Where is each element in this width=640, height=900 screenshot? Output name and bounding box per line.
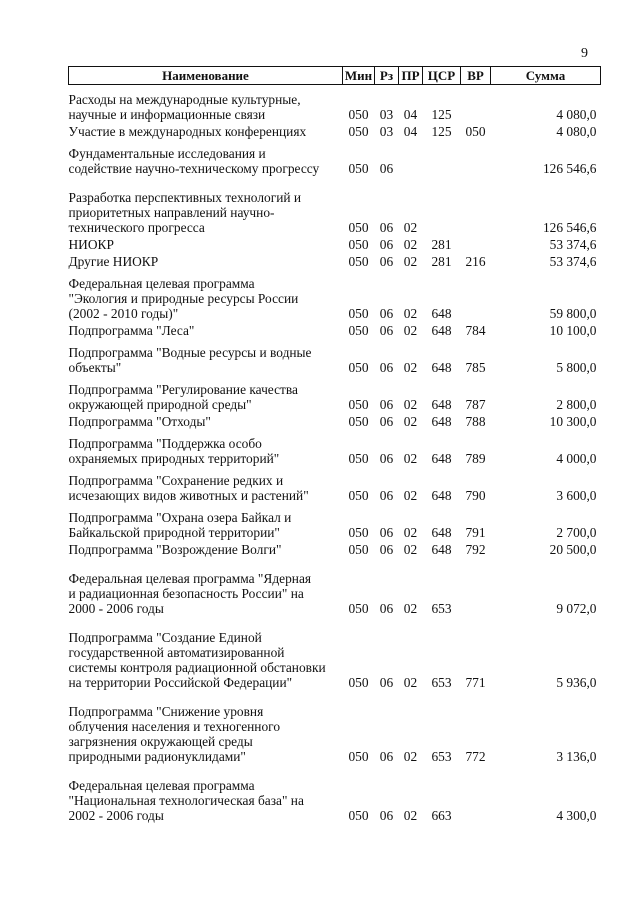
row-vr — [461, 235, 491, 252]
row-csr: 648 — [431, 360, 452, 375]
row-sum: 53 374,6 — [549, 237, 597, 252]
row-pr: 02 — [403, 323, 418, 338]
table-row — [69, 139, 601, 176]
row-rz: 06 — [379, 397, 394, 412]
row-min: 050 — [348, 323, 369, 338]
row-min: 050 — [348, 161, 369, 176]
row-sum: 126 546,6 — [542, 161, 597, 176]
row-pr: 02 — [403, 220, 418, 235]
row-rz: 06 — [379, 675, 394, 690]
table-row — [69, 503, 601, 540]
budget-table — [68, 66, 601, 823]
row-min: 050 — [348, 451, 369, 466]
row-rz: 06 — [379, 749, 394, 764]
row-rz: 06 — [379, 525, 394, 540]
row-rz: 06 — [379, 451, 394, 466]
table-row — [69, 235, 601, 252]
row-name: Федеральная целевая программа "Экология и природные ресурсы России (2002 - 2010 годы)" — [68, 276, 299, 321]
row-sum: 5 936,0 — [556, 675, 597, 690]
row-sum: 126 546,6 — [542, 220, 597, 235]
row-pr: 02 — [403, 397, 418, 412]
row-pr: 04 — [403, 124, 418, 139]
row-min: 050 — [348, 542, 369, 557]
table-row — [69, 690, 601, 764]
row-rz: 06 — [379, 254, 394, 269]
table-row — [69, 466, 601, 503]
row-vr — [461, 269, 491, 321]
row-min: 050 — [348, 749, 369, 764]
row-min: 050 — [348, 306, 369, 321]
row-csr: 648 — [431, 306, 452, 321]
row-name: Федеральная целевая программа "Национальная технологическая база" на 2002 - 2006 годы — [68, 778, 304, 823]
row-vr: 050 — [465, 124, 486, 139]
row-name: Подпрограмма "Регулирование качества окружающей природной среды" — [68, 382, 298, 412]
row-vr: 792 — [465, 542, 486, 557]
table-row — [69, 122, 601, 139]
row-sum: 5 800,0 — [556, 360, 597, 375]
row-sum: 4 080,0 — [556, 124, 597, 139]
table-row — [69, 429, 601, 466]
header-sum: Сумма — [491, 67, 601, 85]
row-sum: 10 100,0 — [549, 323, 597, 338]
row-name: Расходы на международные культурные, научные и информационные связи — [68, 92, 301, 122]
row-pr: 02 — [403, 525, 418, 540]
table-row — [69, 85, 601, 123]
row-rz: 06 — [379, 542, 394, 557]
row-vr: 787 — [465, 397, 486, 412]
row-vr: 788 — [465, 414, 486, 429]
header-name: Наименование — [69, 67, 343, 85]
row-csr — [423, 176, 461, 235]
row-vr: 216 — [465, 254, 486, 269]
table-row — [69, 252, 601, 269]
row-pr: 02 — [403, 675, 418, 690]
row-pr: 02 — [403, 601, 418, 616]
row-csr: 125 — [431, 107, 452, 122]
table-row — [69, 338, 601, 375]
row-name: Подпрограмма "Водные ресурсы и водные объекты" — [68, 345, 312, 375]
table-row — [69, 764, 601, 823]
row-csr: 648 — [431, 397, 452, 412]
table-header — [69, 67, 601, 85]
row-pr: 02 — [403, 542, 418, 557]
row-rz: 06 — [379, 488, 394, 503]
row-pr: 02 — [403, 488, 418, 503]
row-name: Федеральная целевая программа "Ядерная и радиационная безопасность России" на 2000 - 2006 годы — [68, 571, 312, 616]
row-pr: 02 — [403, 808, 418, 823]
row-rz: 06 — [379, 601, 394, 616]
row-rz: 03 — [379, 124, 394, 139]
row-min: 050 — [348, 397, 369, 412]
row-vr — [461, 139, 491, 176]
row-name: Другие НИОКР — [68, 254, 159, 269]
row-csr: 663 — [431, 808, 452, 823]
row-pr: 02 — [403, 414, 418, 429]
table-row — [69, 616, 601, 690]
row-sum: 4 300,0 — [556, 808, 597, 823]
row-name: Подпрограмма "Отходы" — [68, 414, 211, 429]
row-csr — [423, 139, 461, 176]
table-row — [69, 540, 601, 557]
row-rz: 06 — [379, 323, 394, 338]
row-min: 050 — [348, 525, 369, 540]
row-pr: 04 — [403, 107, 418, 122]
row-sum: 9 072,0 — [556, 601, 597, 616]
row-csr: 653 — [431, 675, 452, 690]
table-row — [69, 321, 601, 338]
row-min: 050 — [348, 601, 369, 616]
row-vr: 789 — [465, 451, 486, 466]
row-csr: 648 — [431, 414, 452, 429]
row-pr: 02 — [403, 306, 418, 321]
row-name: Участие в международных конференциях — [68, 124, 307, 139]
header-pr: ПР — [399, 67, 423, 85]
row-sum: 20 500,0 — [549, 542, 597, 557]
row-name: Подпрограмма "Создание Единой государственной автоматизированной системы контроля радиационной обстановки на территории Российской Федерации" — [68, 630, 326, 690]
row-csr: 653 — [431, 749, 452, 764]
table-body — [69, 85, 601, 824]
row-pr: 02 — [403, 360, 418, 375]
row-name: Подпрограмма "Поддержка особо охраняемых природных территорий" — [68, 436, 280, 466]
row-rz: 06 — [379, 360, 394, 375]
table-row — [69, 375, 601, 412]
row-min: 050 — [348, 808, 369, 823]
row-vr — [461, 764, 491, 823]
row-min: 050 — [348, 360, 369, 375]
row-csr: 648 — [431, 323, 452, 338]
row-vr: 790 — [465, 488, 486, 503]
row-name: Фундаментальные исследования и содействие научно-техническому прогрессу — [68, 146, 320, 176]
table-row — [69, 269, 601, 321]
row-rz: 06 — [379, 306, 394, 321]
row-name: Подпрограмма "Возрождение Волги" — [68, 542, 282, 557]
row-csr: 653 — [431, 601, 452, 616]
header-csr: ЦСР — [423, 67, 461, 85]
row-vr — [461, 85, 491, 123]
page-number: 9 — [581, 46, 588, 61]
row-sum: 4 000,0 — [556, 451, 597, 466]
row-csr: 648 — [431, 488, 452, 503]
row-vr — [461, 557, 491, 616]
row-min: 050 — [348, 220, 369, 235]
row-sum: 2 700,0 — [556, 525, 597, 540]
row-rz: 03 — [379, 107, 394, 122]
row-min: 050 — [348, 107, 369, 122]
header-min: Мин — [343, 67, 375, 85]
row-csr: 648 — [431, 542, 452, 557]
row-sum: 4 080,0 — [556, 107, 597, 122]
row-rz: 06 — [379, 414, 394, 429]
row-pr: 02 — [403, 749, 418, 764]
table-row — [69, 412, 601, 429]
row-sum: 10 300,0 — [549, 414, 597, 429]
row-rz: 06 — [379, 161, 394, 176]
row-sum: 59 800,0 — [549, 306, 597, 321]
row-name: Разработка перспективных технологий и приоритетных направлений научно- технического прогресса — [68, 190, 302, 235]
row-csr: 648 — [431, 451, 452, 466]
row-sum: 3 136,0 — [556, 749, 597, 764]
table-row — [69, 176, 601, 235]
row-csr: 281 — [431, 237, 452, 252]
row-sum: 3 600,0 — [556, 488, 597, 503]
row-min: 050 — [348, 675, 369, 690]
row-min: 050 — [348, 124, 369, 139]
row-vr: 785 — [465, 360, 486, 375]
row-rz: 06 — [379, 808, 394, 823]
row-pr: 02 — [403, 254, 418, 269]
header-rz: Рз — [375, 67, 399, 85]
row-name: НИОКР — [68, 237, 114, 252]
row-min: 050 — [348, 488, 369, 503]
row-min: 050 — [348, 237, 369, 252]
row-vr: 784 — [465, 323, 486, 338]
row-pr: 02 — [403, 451, 418, 466]
row-pr: 02 — [403, 237, 418, 252]
row-vr: 771 — [465, 675, 486, 690]
row-name: Подпрограмма "Снижение уровня облучения населения и техногенного загрязнения окружающей среды природными радионуклидами" — [68, 704, 281, 764]
header-vr: ВР — [461, 67, 491, 85]
row-vr — [461, 176, 491, 235]
table-row — [69, 557, 601, 616]
row-vr: 772 — [465, 749, 486, 764]
row-csr: 125 — [431, 124, 452, 139]
row-rz: 06 — [379, 220, 394, 235]
row-sum: 2 800,0 — [556, 397, 597, 412]
row-rz: 06 — [379, 237, 394, 252]
row-min: 050 — [348, 254, 369, 269]
row-pr — [399, 139, 423, 176]
row-csr: 281 — [431, 254, 452, 269]
row-name: Подпрограмма "Сохранение редких и исчезающих видов животных и растений" — [68, 473, 309, 503]
row-min: 050 — [348, 414, 369, 429]
row-name: Подпрограмма "Леса" — [68, 323, 195, 338]
row-csr: 648 — [431, 525, 452, 540]
row-name: Подпрограмма "Охрана озера Байкал и Байкальской природной территории" — [68, 510, 292, 540]
table-header-row — [69, 67, 601, 85]
row-vr: 791 — [465, 525, 486, 540]
row-sum: 53 374,6 — [549, 254, 597, 269]
